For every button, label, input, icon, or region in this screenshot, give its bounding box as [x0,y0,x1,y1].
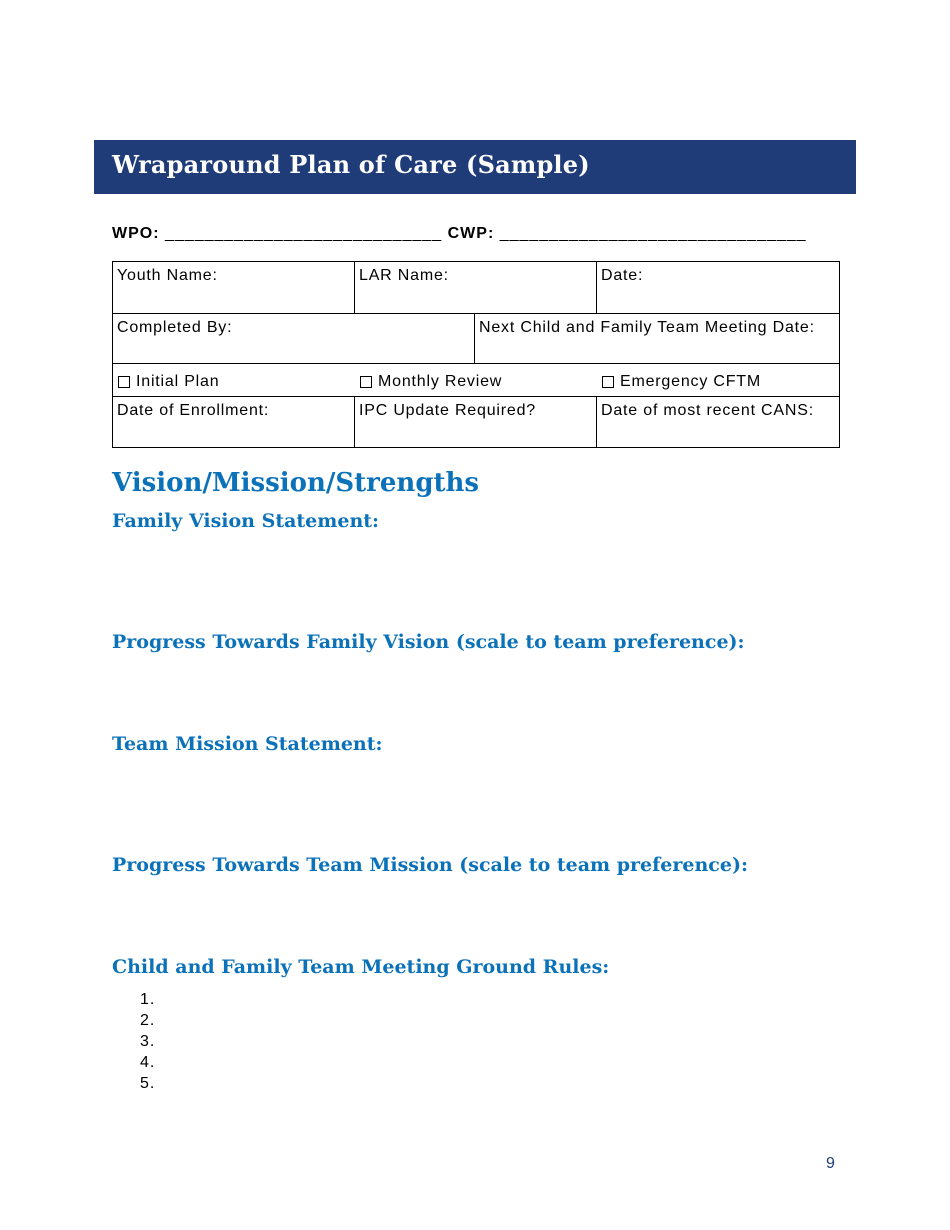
recent-cans-field[interactable]: Date of most recent CANS: [601,402,814,419]
youth-name-field[interactable]: Youth Name: [113,262,355,313]
progress-vision-heading: Progress Towards Family Vision (scale to team preference): [112,631,745,653]
date-enrollment-field[interactable]: Date of Enrollment: [113,397,355,447]
initial-plan-checkbox[interactable] [118,376,130,388]
lar-name-field[interactable]: LAR Name: [355,262,597,313]
cwp-field[interactable]: _______________________________ [499,225,807,242]
initial-plan-option[interactable] [113,364,355,396]
ground-rules-list [140,991,155,1096]
team-mission-heading: Team Mission Statement: [112,733,383,755]
cwp-label: CWP: [447,225,495,242]
list-item: 5. [140,1075,156,1092]
list-item: 2. [140,1012,156,1029]
ground-rules-heading: Child and Family Team Meeting Ground Rules: [112,956,610,978]
initial-plan-label: Initial Plan [136,373,220,390]
info-form-table [112,261,840,448]
date-field[interactable]: Date: [601,267,644,284]
wpo-field[interactable]: ____________________________ [165,225,443,242]
emergency-cftm-checkbox[interactable] [602,376,614,388]
form-row [113,314,839,364]
family-vision-heading: Family Vision Statement: [112,510,380,532]
progress-mission-heading: Progress Towards Team Mission (scale to team preference): [112,854,748,876]
form-row [113,397,839,448]
ipc-update-field[interactable]: IPC Update Required? [355,397,597,447]
list-item: 3. [140,1033,156,1050]
title-banner [94,140,856,194]
completed-by-field[interactable]: Completed By: [113,314,475,363]
staff-line [112,225,807,243]
list-item: 4. [140,1054,156,1071]
wpo-label: WPO: [112,225,160,242]
monthly-review-checkbox[interactable] [360,376,372,388]
page-number: 9 [826,1155,835,1172]
emergency-cftm-option[interactable] [597,364,839,396]
list-item: 1. [140,991,156,1008]
next-meeting-date-field[interactable]: Next Child and Family Team Meeting Date: [479,319,815,336]
form-row [113,262,839,314]
form-row [113,364,839,397]
page-title: Wraparound Plan of Care (Sample) [112,150,590,179]
monthly-review-label: Monthly Review [378,373,503,390]
monthly-review-option[interactable] [355,364,597,396]
emergency-cftm-label: Emergency CFTM [620,373,761,390]
section-heading-vision-mission: Vision/Mission/Strengths [112,468,480,498]
